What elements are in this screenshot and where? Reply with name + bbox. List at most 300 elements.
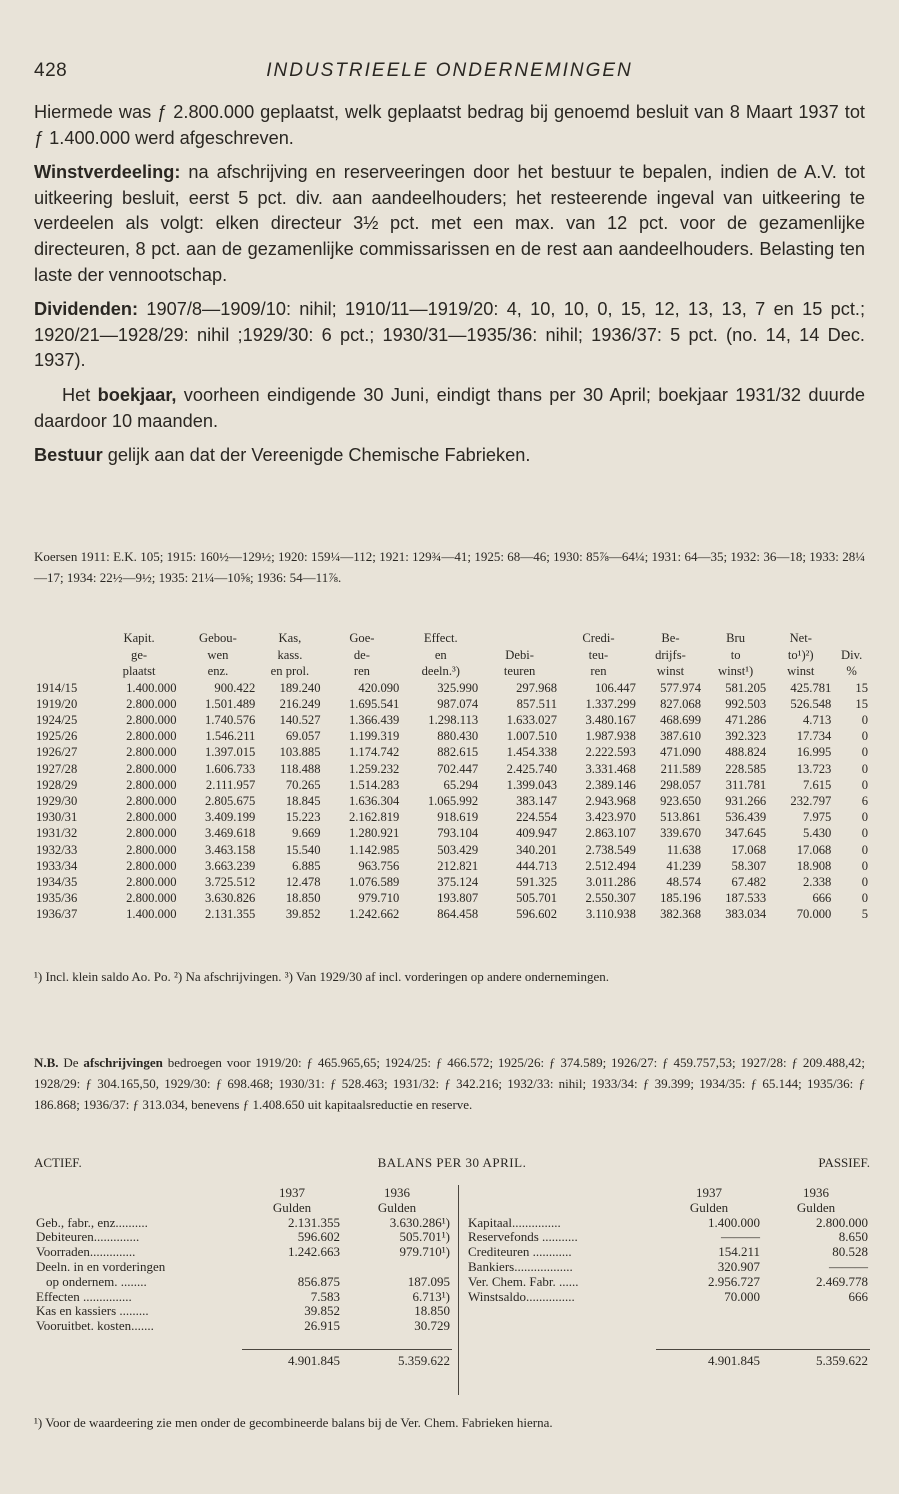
balance-row [466, 1275, 870, 1290]
table-cell: 1.280.921 [348, 826, 400, 841]
table-cell: 0 [861, 874, 868, 889]
table-cell: 0 [861, 858, 868, 873]
balance-item-name: Kas en kassiers [36, 1304, 117, 1319]
balance-year-2: 1936 [803, 1185, 829, 1200]
table-header-cell: Be- [661, 631, 680, 645]
balance-unit-1: Gulden [689, 1199, 729, 1215]
table-cell: 0 [861, 745, 868, 760]
table-cell: 420.090 [358, 680, 400, 695]
balance-item-dots: .............. [93, 1230, 140, 1245]
table-cell: 189.240 [279, 680, 321, 695]
table-cell: 140.527 [279, 712, 321, 727]
table-header-cell: % [846, 664, 857, 678]
table-row-year: 1925/26 [36, 729, 78, 744]
balance-sheet [34, 1155, 870, 1395]
table-cell: 864.458 [437, 907, 479, 922]
table-cell: 702.447 [437, 761, 479, 776]
balance-value-1: 856.875 [297, 1273, 340, 1289]
balance-item-name: Debiteuren [36, 1230, 94, 1245]
table-cell: 5 [861, 907, 868, 922]
table-cell: 16.995 [796, 745, 832, 760]
table-cell: 526.548 [790, 696, 832, 711]
table-header-cell: en prol. [270, 664, 310, 678]
table-cell: 340.201 [516, 842, 558, 857]
table-header-cell [480, 630, 559, 647]
nb-afschrijvingen [34, 1052, 865, 1115]
table-cell: 2.425.740 [506, 761, 558, 776]
text-dividenden: 1907/8—1909/10: nihil; 1910/11—1919/20: 4, 10, 10, 0, 15, 12, 13, 13, 7 en 15 pct.; 1920/21—1928/29: nihil ;1929/30: 6 pct.; 1930/31—1935/36: nihil; 1936/37: 5 pct. (no. 14, 14 Dec. 1937). [34, 299, 865, 371]
balance-row [34, 1319, 452, 1334]
table-cell: 1.076.589 [348, 874, 400, 889]
table-cell: 3.463.158 [204, 842, 256, 857]
balance-value-2: 30.729 [414, 1318, 450, 1334]
paragraph-dividenden [34, 297, 865, 374]
table-row [34, 793, 870, 809]
balance-row [466, 1216, 870, 1231]
balance-spacer-row [466, 1334, 870, 1349]
financial-table [34, 630, 870, 923]
table-header-cell: de- [353, 647, 370, 662]
balance-row [466, 1245, 870, 1260]
table-cell: 900.422 [214, 680, 256, 695]
table-row-year: 1924/25 [36, 712, 78, 727]
balance-item-name: op ondernem. [46, 1274, 118, 1289]
paragraph-boekjaar [34, 383, 865, 434]
table-cell: 0 [861, 729, 868, 744]
table-cell: 1.400.000 [126, 680, 177, 695]
table-cell: 9.669 [292, 826, 321, 841]
balance-item-name: Deeln. in en vorderingen [36, 1259, 166, 1274]
table-row-year: 1935/36 [36, 891, 78, 906]
table-cell: 444.713 [516, 858, 558, 873]
table-cell: 918.619 [437, 810, 479, 825]
balance-value-2: 187.095 [407, 1273, 450, 1289]
table-cell: 471.286 [725, 712, 767, 727]
table-cell: 0 [861, 826, 868, 841]
balance-spacer-row [34, 1334, 452, 1349]
balance-value-2: 3.630.286¹) [389, 1214, 450, 1230]
table-cell: 1.337.299 [585, 696, 636, 711]
table-cell: 6.885 [292, 858, 321, 873]
financial-table-body [34, 680, 870, 923]
passief-table [466, 1186, 870, 1369]
balance-item-label [34, 1290, 242, 1305]
balance-unit-row [34, 1201, 452, 1216]
table-row-year: 1919/20 [36, 696, 78, 711]
table-cell: 1.987.938 [585, 729, 636, 744]
balance-value-1: 39.852 [304, 1303, 340, 1319]
balance-spacer-row [466, 1319, 870, 1334]
table-cell: 17.068 [731, 842, 767, 857]
table-row-year: 1930/31 [36, 810, 78, 825]
balance-item-dots: ......... [116, 1304, 149, 1319]
label-bestuur: Bestuur [34, 445, 103, 466]
page-header [34, 60, 865, 86]
balance-item-dots: .............. [89, 1245, 136, 1260]
table-cell: 0 [861, 891, 868, 906]
balance-year-1: 1937 [696, 1185, 722, 1200]
table-cell: 7.615 [803, 777, 832, 792]
table-cell: 1.007.510 [506, 729, 558, 744]
table-cell: 212.821 [437, 858, 479, 873]
table-header-cell: to¹)²) [787, 647, 814, 662]
table-cell: 3.480.167 [585, 712, 636, 727]
balance-total-1: 4.901.845 [656, 1349, 762, 1368]
table-cell: 65.294 [443, 777, 479, 792]
balance-total-spacer [34, 1349, 242, 1368]
table-cell: 3.725.512 [204, 874, 256, 889]
table-cell: 2.512.494 [585, 858, 636, 873]
table-cell: 383.034 [725, 907, 767, 922]
table-cell: 923.650 [660, 793, 702, 808]
table-row [34, 744, 870, 760]
table-footnotes: ¹) Incl. klein saldo Ao. Po. ²) Na afschrijvingen. ³) Van 1929/30 af incl. vorderingen op andere ondernemingen. [34, 969, 609, 984]
table-row [34, 890, 870, 906]
balance-item-label [34, 1245, 242, 1260]
balance-title: BALANS PER 30 APRIL. [377, 1155, 527, 1170]
balance-unit-1: Gulden [272, 1199, 312, 1215]
table-cell: 2.800.000 [126, 712, 177, 727]
balance-row [34, 1230, 452, 1245]
table-row [34, 728, 870, 744]
table-row [34, 809, 870, 825]
balance-item-dots: .................. [514, 1259, 573, 1274]
balance-item-name: Crediteuren [468, 1245, 530, 1260]
table-header-cell: enz. [207, 664, 229, 678]
table-row-year: 1926/27 [36, 745, 78, 760]
table-cell: 1.199.319 [348, 729, 400, 744]
table-cell: 1.259.232 [348, 761, 400, 776]
table-cell: 224.554 [516, 810, 558, 825]
balance-spacer-cell [466, 1304, 870, 1319]
balance-row [34, 1304, 452, 1319]
balance-spacer-cell [34, 1334, 452, 1349]
table-header-cell: drijfs- [655, 647, 686, 662]
balance-value-1: 70.000 [724, 1288, 760, 1304]
table-cell: 4.713 [803, 712, 832, 727]
balance-value-2: 2.469.778 [816, 1273, 868, 1289]
balance-value-2: 18.850 [414, 1303, 450, 1319]
table-row-year: 1927/28 [36, 761, 78, 776]
table-cell: 15 [855, 680, 868, 695]
table-cell: 58.307 [731, 858, 767, 873]
table-cell: 325.990 [437, 680, 479, 695]
table-cell: 0 [861, 810, 868, 825]
actief-table [34, 1186, 452, 1369]
table-header-row [34, 663, 870, 680]
balance-item-dots: ............ [529, 1245, 572, 1260]
balance-value-1: ——— [721, 1229, 760, 1245]
balance-item-label [34, 1275, 242, 1290]
table-cell: 211.589 [660, 761, 702, 776]
table-cell: 1.174.742 [348, 745, 400, 760]
table-cell: 2.338 [803, 874, 832, 889]
table-cell: 931.266 [725, 793, 767, 808]
paragraph-capital: Hiermede was ƒ 2.800.000 geplaatst, welk geplaatst bedrag bij genoemd besluit van 8 Maart 1937 tot ƒ 1.400.000 werd afgeschreven. [34, 102, 865, 148]
table-cell: 2.800.000 [126, 842, 177, 857]
balance-value-1: 7.583 [310, 1288, 340, 1304]
balance-row [34, 1245, 452, 1260]
table-header-cell: to [730, 647, 741, 662]
paragraph-bestuur [34, 443, 865, 469]
balance-item-name: Vooruitbet. kosten [36, 1319, 132, 1334]
table-cell: 70.265 [285, 777, 321, 792]
table-cell: 70.000 [796, 907, 832, 922]
balance-item-label [466, 1216, 656, 1231]
table-cell: 591.325 [516, 874, 558, 889]
table-cell: 2.131.355 [204, 907, 256, 922]
table-cell: 1.636.304 [348, 793, 400, 808]
table-cell: 6 [861, 793, 868, 808]
page-number: 428 [34, 60, 68, 81]
table-header-cell [34, 663, 100, 680]
table-cell: 2.800.000 [126, 793, 177, 808]
pre-boekjaar: Het [62, 384, 98, 405]
balance-unit-2: Gulden [796, 1199, 836, 1215]
table-cell: 69.057 [285, 729, 321, 744]
table-cell: 992.503 [725, 696, 767, 711]
text-winstverdeeling: na afschrijving en reserveeringen door het bestuur te bepalen, indien de A.V. tot uitkeering besluit, eerst 5 pct. div. aan aandeelhouders; het resteerende ingeval van uitkeering te verdeelen als volgt: elken directeur 3½ pct. met een max. van 12 pct. voor de gezamenlijke directeuren, 8 pct. aan de gezamenlijke commissarissen en de rest aan aandeelhouders. Belasting ten laste der vennootschap. [34, 162, 865, 285]
table-cell: 2.800.000 [126, 874, 177, 889]
balance-item-label [466, 1230, 656, 1245]
balance-divider [458, 1185, 459, 1395]
balance-year-row [34, 1186, 452, 1201]
balance-item-label [466, 1245, 656, 1260]
table-header-cell: Credi- [582, 631, 615, 645]
table-header-cell: winst [787, 664, 815, 678]
balance-total-2: 5.359.622 [342, 1349, 452, 1368]
table-cell: 468.699 [660, 712, 702, 727]
balance-item-name: Kapitaal [468, 1215, 513, 1230]
balance-unit-spacer [466, 1201, 656, 1216]
balance-year-row [466, 1186, 870, 1201]
table-cell: 2.389.146 [585, 777, 636, 792]
balance-year-spacer [34, 1186, 242, 1201]
table-cell: 15.223 [285, 810, 321, 825]
table-cell: 2.738.549 [585, 842, 636, 857]
table-cell: 3.331.468 [585, 761, 636, 776]
balance-value-2: ——— [829, 1258, 868, 1274]
table-cell: 39.852 [285, 907, 321, 922]
table-cell: 488.824 [725, 745, 767, 760]
table-cell: 2.800.000 [126, 858, 177, 873]
table-cell: 1.740.576 [204, 712, 256, 727]
table-cell: 2.222.593 [585, 745, 636, 760]
table-cell: 17.068 [796, 842, 832, 857]
balance-item-dots: ...... [555, 1274, 579, 1289]
table-row-year: 1914/15 [36, 680, 78, 695]
table-cell: 3.469.618 [204, 826, 256, 841]
table-cell: 106.447 [594, 680, 636, 695]
table-cell: 228.585 [725, 761, 767, 776]
table-cell: 2.800.000 [126, 777, 177, 792]
balance-item-label [466, 1260, 656, 1275]
table-cell: 882.615 [437, 745, 479, 760]
table-row [34, 680, 870, 696]
balance-value-1: 154.211 [718, 1244, 760, 1260]
financial-table-header [34, 630, 870, 680]
table-cell: 383.147 [516, 793, 558, 808]
table-cell: 232.797 [790, 793, 832, 808]
table-row [34, 825, 870, 841]
table-cell: 827.068 [660, 696, 702, 711]
table-row-year: 1936/37 [36, 907, 78, 922]
table-cell: 2.800.000 [126, 891, 177, 906]
table-cell: 13.723 [796, 761, 832, 776]
balance-total-row [466, 1349, 870, 1368]
koersen-text: Koersen 1911: E.K. 105; 1915: 160½—129½; 1920: 159¼—112; 1921: 129¾—41; 1925: 68—46; 1930: 85⅞—64¼; 1931: 64—35; 1932: 36—18; 1933: 28¼—17; 1934: 22½—9½; 1935: 21¼—10⅝; 1936: 54—11⅞. [34, 549, 865, 585]
table-cell: 193.807 [437, 891, 479, 906]
label-dividenden: Dividenden: [34, 299, 139, 320]
table-cell: 503.429 [437, 842, 479, 857]
balance-row [466, 1230, 870, 1245]
table-header-cell: Goe- [349, 631, 375, 645]
balance-item-dots: ............... [525, 1289, 575, 1304]
table-header-cell: ren [590, 664, 607, 678]
table-cell: 0 [861, 842, 868, 857]
balance-total-spacer [466, 1349, 656, 1368]
table-cell: 187.533 [725, 891, 767, 906]
nb-label: N.B. [34, 1055, 59, 1070]
table-cell: 2.863.107 [585, 826, 636, 841]
nb-mid: De [58, 1055, 84, 1070]
balance-year-2: 1936 [384, 1185, 410, 1200]
table-cell: 339.670 [660, 826, 702, 841]
table-header-cell: kass. [277, 647, 303, 662]
table-header-row [34, 630, 870, 647]
table-row [34, 906, 870, 922]
table-header-cell: Kas, [278, 631, 302, 645]
balance-item-dots: ........... [538, 1230, 578, 1245]
balance-value-2: 979.710¹) [399, 1244, 450, 1260]
table-cell: 48.574 [666, 874, 702, 889]
table-cell: 18.850 [285, 891, 321, 906]
table-cell: 298.057 [660, 777, 702, 792]
balance-spacer-cell [466, 1334, 870, 1349]
table-row-year: 1928/29 [36, 777, 78, 792]
table-cell: 471.090 [660, 745, 702, 760]
balance-value-2: 6.713¹) [412, 1288, 450, 1304]
balance-spacer-row [466, 1304, 870, 1319]
table-header-cell: Net- [789, 631, 812, 645]
label-boekjaar: boekjaar, [97, 384, 177, 405]
table-row [34, 858, 870, 874]
table-cell: 392.323 [725, 729, 767, 744]
table-cell: 0 [861, 761, 868, 776]
balance-value-1: 2.956.727 [708, 1273, 760, 1289]
balance-item-label [34, 1319, 242, 1334]
balance-item-dots: ............... [512, 1215, 561, 1230]
balance-item-label [466, 1290, 656, 1305]
table-cell: 2.800.000 [126, 696, 177, 711]
table-cell: 12.478 [285, 874, 321, 889]
table-cell: 1.065.992 [427, 793, 479, 808]
balance-passief-label: PASSIEF. [818, 1155, 870, 1170]
table-cell: 1.397.015 [204, 745, 256, 760]
table-header-cell: en [434, 647, 447, 662]
table-row-year: 1933/34 [36, 858, 78, 873]
balance-value-2: 666 [848, 1288, 868, 1304]
table-cell: 577.974 [660, 680, 702, 695]
table-cell: 1.514.283 [348, 777, 400, 792]
balance-item-name: Reservefonds [468, 1230, 539, 1245]
table-cell: 425.781 [790, 680, 832, 695]
balance-item-label [34, 1216, 242, 1231]
table-header-cell [833, 630, 870, 647]
balance-total-1: 4.901.845 [242, 1349, 342, 1368]
balance-row [466, 1260, 870, 1275]
table-row [34, 761, 870, 777]
table-cell: 3.663.239 [204, 858, 256, 873]
balance-total-row [34, 1349, 452, 1368]
table-row [34, 874, 870, 890]
balance-row [34, 1216, 452, 1231]
table-row [34, 842, 870, 858]
table-cell: 0 [861, 712, 868, 727]
table-cell: 41.239 [666, 858, 702, 873]
table-cell: 1.399.043 [506, 777, 558, 792]
table-cell: 311.781 [725, 777, 767, 792]
table-cell: 15.540 [285, 842, 321, 857]
paragraph-winstverdeeling [34, 160, 865, 288]
table-cell: 5.430 [803, 826, 832, 841]
balance-year-spacer [466, 1186, 656, 1201]
table-cell: 963.756 [358, 858, 400, 873]
balance-year-1: 1937 [279, 1185, 305, 1200]
nb-text: bedroegen voor 1919/20: ƒ 465.965,65; 1924/25: ƒ 466.572; 1925/26: ƒ 374.589; 1926/27: ƒ 459.757,53; 1927/28: ƒ 209.488,42; 1928/29: ƒ 304.165,50, 1929/30: ƒ 698.468; 1930/31: ƒ 528.463; 1931/32: ƒ 342.216; 1932/33: nihil; 1933/34: ƒ 39.399; 1934/35: ƒ 65.144; 1935/36: ƒ 186.868; 1936/37: ƒ 313.034, benevens ƒ 1.408.650 uit kapitaalsreductie en reserve. [34, 1055, 865, 1112]
table-cell: 18.845 [285, 793, 321, 808]
table-header-cell: wen [207, 647, 229, 662]
table-cell: 2.800.000 [126, 810, 177, 825]
table-cell: 18.908 [796, 858, 832, 873]
balance-row [466, 1290, 870, 1305]
table-cell: 987.074 [437, 696, 479, 711]
balance-item-label [466, 1275, 656, 1290]
table-cell: 505.701 [516, 891, 558, 906]
table-row-year: 1932/33 [36, 842, 78, 857]
table-cell: 857.511 [516, 696, 558, 711]
balance-value-1: 1.400.000 [708, 1214, 760, 1230]
table-cell: 2.800.000 [126, 745, 177, 760]
table-header-cell: teu- [588, 647, 609, 662]
balance-row [34, 1290, 452, 1305]
balance-value-2: 8.650 [838, 1229, 868, 1245]
balance-value-2: 2.800.000 [816, 1214, 868, 1230]
balance-value-1: 320.907 [717, 1258, 760, 1274]
table-cell: 1.501.489 [204, 696, 256, 711]
table-cell: 216.249 [279, 696, 321, 711]
text-bestuur: gelijk aan dat der Vereenigde Chemische Fabrieken. [102, 445, 531, 466]
balance-value-1: 1.242.663 [288, 1244, 340, 1260]
table-cell: 103.885 [279, 745, 321, 760]
table-header-cell: deeln.³) [421, 664, 460, 678]
table-cell: 1.142.985 [348, 842, 400, 857]
table-cell: 3.630.826 [204, 891, 256, 906]
table-cell: 185.196 [660, 891, 702, 906]
table-cell: 375.124 [437, 874, 479, 889]
table-header-cell: Gebou- [199, 631, 237, 645]
table-header-cell: Bru [726, 631, 746, 645]
balance-item-name: Voorraden [36, 1245, 90, 1260]
table-cell: 1.633.027 [506, 712, 558, 727]
table-cell: 596.602 [516, 907, 558, 922]
table-header-cell: ge- [131, 647, 148, 662]
table-cell: 3.423.970 [585, 810, 636, 825]
balance-item-dots: ......... [118, 1215, 148, 1230]
balance-item-name: Ver. Chem. Fabr. [468, 1274, 556, 1289]
table-cell: 979.710 [358, 891, 400, 906]
nb-afschrijvingen-label: afschrijvingen [83, 1055, 163, 1070]
